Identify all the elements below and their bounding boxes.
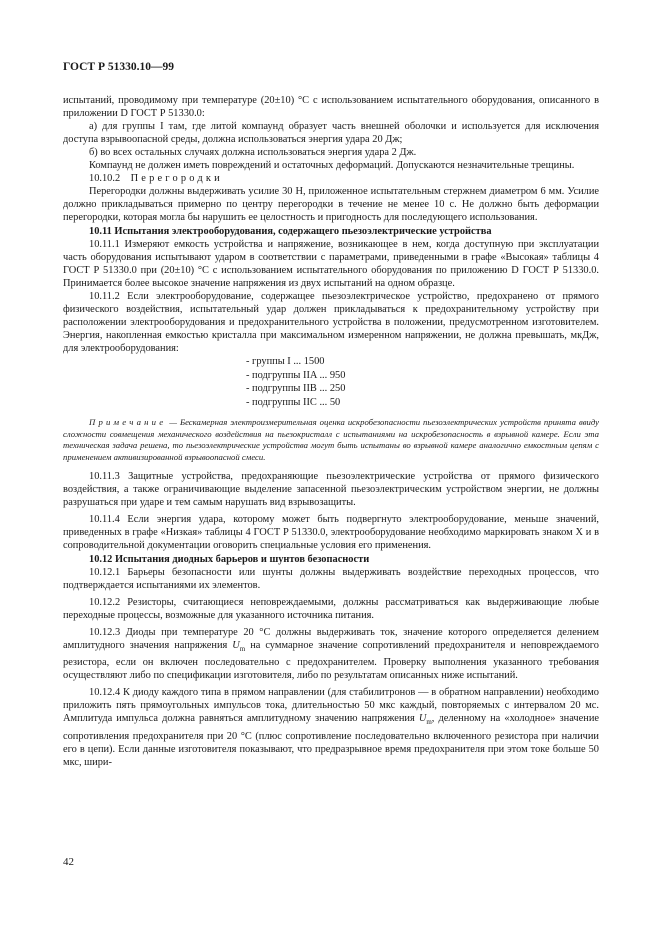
- paragraph-10-11-3: 10.11.3 Защитные устройства, предохраняющие пьезоэлектрические устройства от прямого физического воздействия, а также ограничивающие выделение запасенной пьезоэлектрическим устройством энергии, не должны разрушаться при ударе и тем самым нарушать вид взрывозащиты.: [63, 471, 599, 509]
- document-body: [63, 94, 599, 769]
- section-heading-10-12: 10.12 Испытания диодных барьеров и шунтов безопасности: [89, 554, 370, 566]
- energy-limits-list: [63, 355, 599, 409]
- page-number: 42: [63, 856, 74, 868]
- paragraph: Перегородки должны выдерживать усилие 30 Н, приложенное испытательным стержнем диаметром 6 мм. Усилие должно прикладываться примерно по центру перегородки в течение не менее 10 с. Не должно быть деформации перегородки, которая могла бы нарушить ее целостность и пригодность для последующего использования.: [63, 186, 599, 223]
- variable-subscript: m: [426, 718, 432, 727]
- subsection-heading-10-10-2: [63, 172, 599, 185]
- paragraph-10-11-4: 10.11.4 Если энергия удара, которому может быть подвергнуто электрооборудование, меньше значений, приведенных в графе «Низкая» таблицы 4 ГОСТ Р 51330.0, электрооборудование необходимо маркировать знаком X и в сопроводительной документации оговорить специальные условия его применения.: [63, 514, 599, 552]
- list-item: - подгруппы IIA ... 950: [246, 369, 346, 381]
- note-label: Примечание: [89, 417, 167, 428]
- list-item: - подгруппы IIB ... 250: [246, 383, 346, 395]
- paragraph-10-12-1: 10.12.1 Барьеры безопасности или шунты должны выдерживать воздействие переходных процессов, что подтверждается испытаниями их элементов.: [63, 567, 599, 592]
- text-run: на суммарное значение сопротивлений предохранителя и неповреждаемого резистора, если он включен последовательно с предохранителем. Проверку выполнения указанного требования осуществляют либо по спецификации изготовителя, либо по результатам описанных ниже испытаний.: [63, 640, 599, 682]
- paragraph-10-12-2: 10.12.2 Резисторы, считающиеся неповреждаемыми, должны рассматриваться как выдерживающие любые переходные процессы, возможные для указанного источника питания.: [63, 597, 599, 622]
- section-heading-10-11: 10.11 Испытания электрооборудования, содержащего пьезоэлектрические устройства: [89, 226, 492, 237]
- text-run: 10.12.4 К диоду каждого типа в прямом направлении (для стабилитронов — в обратном направлении) необходимо приложить пять прямоугольных импульсов тока, длительностью 50 мкс каждый, повторяемых с интервалом 20 мс. Амплитуда импульса должна равняться амплитудному значению напряжения: [63, 687, 599, 725]
- paragraph-10-12-4: [63, 686, 599, 768]
- paragraph: испытаний, проводимому при температуре (20±10) °С с использованием испытательного оборудования, описанного в приложении D ГОСТ Р 51330.0:: [63, 95, 599, 119]
- list-item: - подгруппы IIC ... 50: [246, 396, 341, 408]
- subsection-title: Перегородки: [130, 173, 223, 184]
- note: [63, 417, 599, 463]
- paragraph: Компаунд не должен иметь повреждений и остаточных деформаций. Допускаются незначительные трещины.: [89, 160, 575, 171]
- variable: U: [232, 640, 240, 652]
- paragraph: а) для группы I там, где литой компаунд образует часть внешней оболочки и используется для исключения доступа взрывоопасной среды, должна использоваться энергия удара 20 Дж;: [63, 121, 599, 145]
- paragraph-10-12-3: [63, 626, 599, 682]
- paragraph-10-11-1: 10.11.1 Измеряют емкость устройства и напряжение, возникающее в нем, когда доступную при эксплуатации часть оборудования испытывают ударом в соответствии с параметрами, приведенными в графе «Высокая» таблицы 4 ГОСТ Р 51330.0 при (20±10) °С с использованием испытательного оборудования по приложению D ГОСТ Р 51330.0. Принимается более высокое значение напряжения из двух испытаний на одном образце.: [63, 239, 599, 289]
- paragraph: б) во всех остальных случаях должна использоваться энергия удара 2 Дж.: [89, 147, 417, 158]
- text-run: , деленному на «холодное» значение сопротивления предохранителя при 20 °С (плюс сопротивление последовательно включенного резистора при наличии его в цепи). Если данные изготовителя показывают, что предразрывное время предохранителя при этом токе больше 50 мкс, шири-: [63, 713, 599, 768]
- list-item: - группы I ... 1500: [246, 356, 325, 367]
- variable: U: [418, 713, 427, 725]
- note-text: — Бескамерная электроизмерительная оценка искробезопасности пьезоэлектрических устройств принята ввиду сложности совмещения механического воздействия на пьезокристалл с испытаниями на искробезопасность в взрывной камере. Если эта техническая задача решена, то пьезоэлектрические устройства могут быть испытаны во взрывной камере аналогично емкостным цепям с применением активизированной взрывоопасной смеси.: [63, 417, 599, 462]
- subsection-number: 10.10.2: [89, 173, 121, 184]
- paragraph-10-11-2: 10.11.2 Если электрооборудование, содержащее пьезоэлектрическое устройство, предохранено от прямого физического воздействия, испытательный удар должен прикладываться к предохранительному устройству при расположении электрооборудования и предохранительного устройства в положении, предусмотренном изготовителем. Энергия, накопленная емкостью кристалла при максимальном измеренном напряжении, не должна превышать, мкДж, для электрооборудования:: [63, 291, 599, 354]
- variable-subscript: m: [239, 645, 246, 654]
- document-code: ГОСТ Р 51330.10—99: [63, 61, 174, 73]
- text-run: 10.12.3 Диоды при температуре 20 °С должны выдерживать ток, значение которого определяется делением амплитудного значения напряжения: [63, 627, 599, 652]
